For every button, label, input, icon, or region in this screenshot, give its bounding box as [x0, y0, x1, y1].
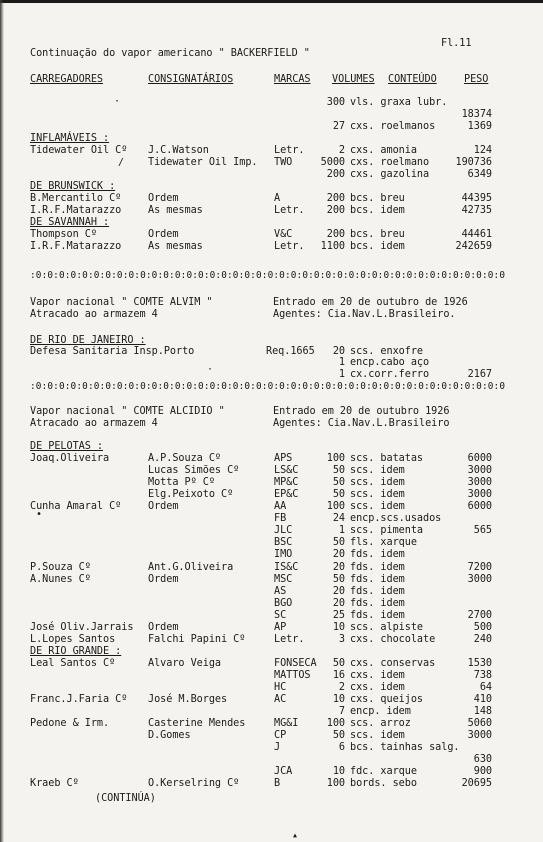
weight-value: 1369 [467, 121, 492, 132]
column-header-consignees: CONSIGNATÁRIOS [148, 74, 234, 85]
volume-count: 2 [338, 145, 345, 156]
volume-count: 20 [332, 549, 345, 561]
shipper-name: P.Souza Cº [30, 561, 91, 573]
weight-value: 410 [473, 694, 492, 706]
shipment-mark: B [274, 778, 281, 790]
shipper-name: L.Lopes Santos [30, 633, 116, 645]
weight-value: 3000 [467, 573, 492, 585]
volume-count: 3 [338, 633, 345, 645]
shipment-mark: BGO [274, 597, 293, 609]
contents-description: fds. idem [350, 561, 405, 573]
column-header-weight: PESO [464, 74, 489, 85]
consignee-name: Falchi Papini Cº [148, 633, 246, 645]
volume-count: 25 [332, 609, 345, 621]
weight-value: 900 [473, 766, 492, 778]
weight-value: 3000 [467, 477, 492, 489]
consignee-name: Elg.Peixoto Cº [148, 489, 234, 501]
page-number: Fl.11 [441, 38, 472, 49]
shipment-mark: JCA [274, 766, 293, 778]
consignee-name: Alvaro Veiga [148, 657, 222, 669]
contents-description: scs. idem [350, 730, 405, 742]
volume-count: 24 [332, 513, 345, 525]
contents-description: fds. idem [350, 573, 405, 585]
shipper-name: Kraeb Cº [30, 778, 79, 790]
shipper-name: Tidewater Oil Cº [30, 145, 128, 156]
shipment-mark: IMO [274, 549, 293, 561]
shipment-mark: Letr. [274, 633, 305, 645]
shipment-mark: MSC [274, 573, 293, 585]
shipment-mark: J [274, 742, 281, 754]
weight-value: 1530 [467, 657, 492, 669]
shipment-mark: HC [274, 682, 287, 693]
consignee-name: As mesmas [148, 241, 203, 252]
volume-count: 200 [326, 205, 345, 216]
weight-value: 738 [473, 669, 492, 681]
consignee-name: José M.Borges [148, 694, 228, 706]
consignee-name: O.Kerselring Cº [148, 778, 240, 790]
volume-count: 50 [332, 730, 345, 742]
consignee-name: Casterine Mendes [148, 718, 246, 730]
contents-description: cx.corr.ferro [350, 368, 430, 380]
shipper-name: Cunha Amaral Cº [30, 501, 122, 513]
volume-count: 1 [338, 368, 345, 380]
ink-tick: / [118, 157, 125, 168]
vessel-agents: Agentes: Cia.Nav.L.Brasileiro [273, 418, 450, 429]
weight-value: 190736 [455, 157, 492, 168]
consignee-name: Ordem [148, 573, 179, 585]
weight-value: 3000 [467, 465, 492, 477]
volume-count: 20 [332, 561, 345, 573]
document-title: Continuação do vapor americano " BACKERFIELD " [30, 48, 310, 59]
section-heading: DE RIO GRANDE : [30, 645, 122, 657]
shipment-mark: JLC [274, 525, 293, 537]
contents-description: bcs. tainhas salg. [350, 742, 460, 754]
volume-count: 10 [332, 766, 345, 778]
vessel-agents: Agentes: Cia.Nav.L.Brasileiro. [273, 309, 456, 320]
column-header-shippers: CARREGADORES [30, 74, 104, 85]
volume-count: 50 [332, 537, 345, 549]
shipment-mark: BSC [274, 537, 293, 549]
volume-count: 200 [326, 193, 345, 204]
volume-count: 1 [338, 525, 345, 537]
shipment-mark: CP [274, 730, 287, 742]
continues-note: (CONTINÚA) [95, 793, 156, 804]
contents-description: cxs. gazolina [350, 169, 430, 180]
contents-description: scs. idem [350, 501, 405, 513]
scan-edge-top [0, 0, 543, 12]
shipper-name: Pedone & Irm. [30, 718, 110, 730]
contents-description: scs. alpiste [350, 621, 424, 633]
volume-count: 10 [332, 621, 345, 633]
volume-count: 200 [326, 169, 345, 180]
shipper-name: Leal Santos Cº [30, 657, 116, 669]
volume-count: 50 [332, 657, 345, 669]
shipper-name: José Oliv.Jarrais [30, 621, 134, 633]
shipment-mark: FB [274, 513, 287, 525]
contents-description: bcs. idem [350, 205, 405, 216]
weight-value: 5060 [467, 718, 492, 730]
section-heading-rio-de-janeiro: DE RIO DE JANEIRO : [30, 335, 146, 346]
volume-count: 20 [332, 597, 345, 609]
weight-value: 242659 [455, 241, 492, 252]
ink-dot: • [36, 509, 43, 520]
weight-value: 7200 [467, 561, 492, 573]
weight-value: 6349 [467, 169, 492, 180]
volume-count: 7 [338, 706, 345, 718]
volume-count: 50 [332, 489, 345, 501]
shipment-mark: MATTOS [274, 669, 311, 681]
contents-description: scs. idem [350, 477, 405, 489]
shipment-mark: TWO [274, 157, 293, 168]
contents-description: bcs. breu [350, 229, 405, 240]
weight-value: 3000 [467, 730, 492, 742]
vessel-entry-date: Entrado em 20 de outubro de 1926 [273, 297, 468, 308]
shipment-mark: EP&C [274, 489, 299, 501]
vessel-berth: Atracado ao armazem 4 [30, 309, 158, 320]
vessel-name: Vapor nacional " COMTE ALVIM " [30, 297, 213, 308]
shipment-mark: MG&I [274, 718, 299, 730]
volume-count: 5000 [320, 157, 345, 168]
shipment-mark: V&C [274, 229, 293, 240]
shipment-mark: Letr. [274, 145, 305, 156]
shipment-mark: Req.1665 [266, 346, 315, 357]
weight-value: 18374 [461, 109, 492, 120]
ink-mark: ▴ [292, 830, 299, 841]
volume-count: 6 [338, 742, 345, 754]
contents-description: cxs. idem [350, 669, 405, 681]
consignee-name: Ordem [148, 229, 179, 240]
contents-description: cxs. amonia [350, 145, 417, 156]
volume-count: 100 [326, 501, 345, 513]
shipper-name: Thompson Cº [30, 229, 97, 240]
separator-line: :0:0:0:0:0:0:0:0:0:0:0:0:0:0:0:0:0:0:0:0:0:0:0:0:0:0:0:0:0:0:0:0:0:0:0:0:0:0:0:0:0 [30, 270, 506, 281]
shipper-name: Franc.J.Faria Cº [30, 694, 128, 706]
shipment-mark: LS&C [274, 465, 299, 477]
contents-description: vls. graxa lubr. [350, 97, 448, 108]
vessel-berth: Atracado ao armazem 4 [30, 418, 158, 429]
shipment-mark: FONSECA [274, 657, 317, 669]
section-heading: DE SAVANNAH : [30, 217, 110, 228]
contents-description: fdc. xarque [350, 766, 417, 778]
contents-description: fds. idem [350, 585, 405, 597]
shipment-mark: A [274, 193, 281, 204]
section-heading: DE BRUNSWICK : [30, 181, 116, 192]
consignee-name: Tidewater Oil Imp. [148, 157, 258, 168]
contents-description: fds. idem [350, 597, 405, 609]
shipper-name: B.Mercantilo Cº [30, 193, 122, 204]
volume-count: 2 [338, 682, 345, 693]
contents-description: scs. idem [350, 489, 405, 501]
vessel-name: Vapor nacional " COMTE ALCIDIO " [30, 406, 225, 417]
volume-count: 27 [332, 121, 345, 132]
shipment-mark: AC [274, 694, 287, 706]
contents-description: fds. idem [350, 609, 405, 621]
contents-description: encp.cabo aço [350, 357, 430, 369]
volume-count: 20 [332, 585, 345, 597]
consignee-name: Motta Pº Cº [148, 477, 215, 489]
shipment-mark: Letr. [274, 205, 305, 216]
ink-dot: · [207, 364, 214, 375]
weight-value: 240 [473, 633, 492, 645]
weight-value: 20695 [461, 778, 492, 790]
consignee-name: Ant.G.Oliveira [148, 561, 234, 573]
section-heading: INFLAMÁVEIS : [30, 133, 110, 144]
weight-value: 124 [473, 145, 492, 156]
volume-count: 50 [332, 573, 345, 585]
contents-description: scs. enxofre [350, 346, 424, 357]
weight-value: 630 [473, 754, 492, 766]
weight-value: 6000 [467, 501, 492, 513]
volume-count: 16 [332, 669, 345, 681]
weight-value: 6000 [467, 453, 492, 465]
volume-count: 1 [338, 357, 345, 369]
consignee-name: A.P.Souza Cº [148, 453, 222, 465]
shipper-name: Joaq.Oliveira [30, 453, 110, 465]
shipper-name: I.R.F.Matarazzo [30, 241, 122, 252]
shipment-mark: SC [274, 609, 287, 621]
consignee-name: Ordem [148, 621, 179, 633]
contents-description: scs. batatas [350, 453, 424, 465]
weight-value: 44461 [461, 229, 492, 240]
weight-value: 64 [479, 682, 492, 693]
consignee-name: As mesmas [148, 205, 203, 216]
consignee-name: Ordem [148, 193, 179, 204]
contents-description: cxs. idem [350, 682, 405, 693]
shipment-mark: Letr. [274, 241, 305, 252]
volume-count: 50 [332, 465, 345, 477]
volume-count: 50 [332, 477, 345, 489]
shipper-name: A.Nunes Cº [30, 573, 91, 585]
contents-description: encp. idem [350, 706, 411, 718]
weight-value: 500 [473, 621, 492, 633]
shipment-mark: APS [274, 453, 293, 465]
weight-value: 42735 [461, 205, 492, 216]
shipment-mark: AS [274, 585, 287, 597]
consignee-name: D.Gomes [148, 730, 191, 742]
shipper-name: Defesa Sanitaria Insp.Porto [30, 346, 195, 357]
contents-description: cxs. queijos [350, 694, 424, 706]
volume-count: 20 [332, 346, 345, 357]
weight-value: 3000 [467, 489, 492, 501]
vessel-entry-date: Entrado em 20 de outubro 1926 [273, 406, 450, 417]
volume-count: 100 [326, 718, 345, 730]
contents-description: bcs. breu [350, 193, 405, 204]
volume-count: 1100 [320, 241, 345, 252]
volume-count: 200 [326, 229, 345, 240]
shipper-name: I.R.F.Matarazzo [30, 205, 122, 216]
column-header-marks: MARCAS [274, 74, 311, 85]
weight-value: 2167 [467, 368, 492, 380]
consignee-name: J.C.Watson [148, 145, 209, 156]
ink-dot: · [114, 96, 121, 107]
contents-description: scs. pimenta [350, 525, 424, 537]
volume-count: 300 [326, 97, 345, 108]
contents-description: encp.scs.usados [350, 513, 442, 525]
contents-description: scs. arroz [350, 718, 411, 730]
consignee-name: Ordem [148, 501, 179, 513]
volume-count: 10 [332, 694, 345, 706]
consignee-name: Lucas Simões Cº [148, 465, 240, 477]
contents-description: fls. xarque [350, 537, 417, 549]
contents-description: cxs. roelmanos [350, 121, 436, 132]
shipment-mark: IS&C [274, 561, 299, 573]
shipment-mark: AA [274, 501, 287, 513]
shipment-mark: AP [274, 621, 287, 633]
scan-edge-left [0, 0, 4, 842]
contents-description: cxs. conservas [350, 657, 436, 669]
volume-count: 100 [326, 453, 345, 465]
column-header-volumes: VOLUMES [332, 74, 375, 85]
contents-description: fds. idem [350, 549, 405, 561]
shipment-mark: MP&C [274, 477, 299, 489]
weight-value: 148 [473, 706, 492, 718]
weight-value: 565 [473, 525, 492, 537]
weight-value: 44395 [461, 193, 492, 204]
separator-line: :0:0:0:0:0:0:0:0:0:0:0:0:0:0:0:0:0:0:0:0:0:0:0:0:0:0:0:0:0:0:0:0:0:0:0:0:0:0:0:0:0 [30, 381, 506, 392]
volume-count: 100 [326, 778, 345, 790]
contents-description: cxs. chocolate [350, 633, 436, 645]
contents-description: scs. idem [350, 465, 405, 477]
column-header-contents: CONTEÚDO [388, 74, 437, 85]
section-heading: DE PELOTAS : [30, 441, 104, 452]
contents-description: cxs. roelmano [350, 157, 430, 168]
weight-value: 2700 [467, 609, 492, 621]
contents-description: bcs. idem [350, 241, 405, 252]
contents-description: bords. sebo [350, 778, 417, 790]
